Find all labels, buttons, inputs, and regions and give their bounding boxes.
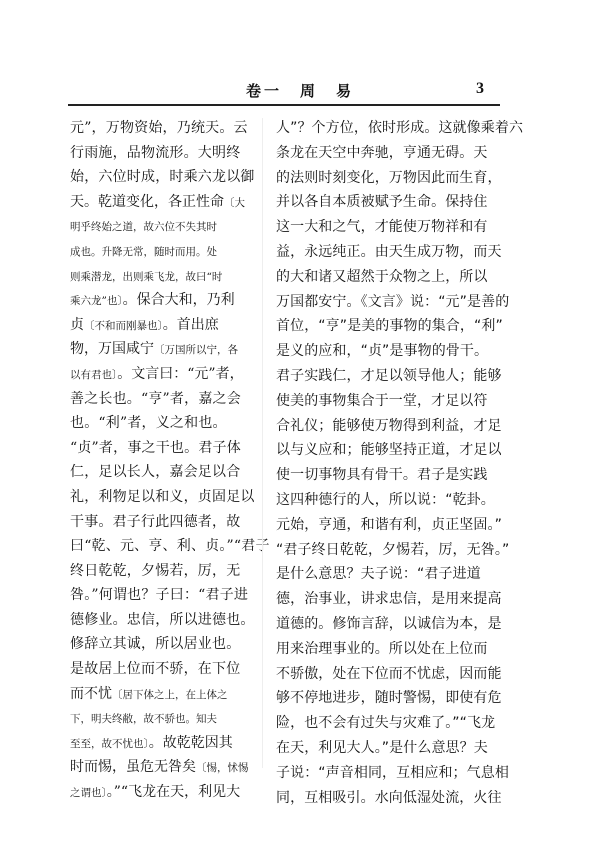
classical-text: 终日乾乾，夕惕若，厉，无	[70, 562, 241, 579]
classical-text-line	[70, 608, 255, 633]
translation-line: 万国都安宁。《文言》说：“元”是善的	[276, 293, 510, 310]
classical-text-line	[70, 632, 255, 657]
commentary-note: 〔居下体之上，在上体之	[112, 688, 228, 701]
classical-text-line	[70, 780, 255, 805]
running-header	[0, 0, 600, 110]
translation-line: 以与义应和；能够坚持正道，才足以	[276, 442, 502, 459]
classical-text-line	[70, 165, 255, 190]
translation-line: 益，永远纯正。由天生成万物，而天	[276, 243, 502, 260]
classical-text: 修辞立其诚，所以居业也。	[70, 636, 241, 653]
translation-line: 使一切事物具有骨干。君子是实践	[276, 467, 488, 484]
classical-text-line	[70, 657, 255, 682]
translation-line: 是什么意思？夫子说：“君子进道	[276, 566, 481, 583]
classical-text: “贞”者，事之干也。君子体	[70, 439, 241, 456]
classical-text-line	[70, 337, 255, 362]
classical-text-line	[70, 214, 255, 239]
classical-text: 物，万国咸宁	[70, 341, 154, 358]
translation-line: 这四种德行的人，所以说：“乾卦。	[276, 491, 495, 508]
classical-text-line	[70, 583, 255, 608]
translation-column	[276, 116, 524, 806]
commentary-note: 〔大	[224, 196, 245, 209]
classical-text: 。首出庶	[162, 316, 219, 333]
classical-text: 天。乾道变化，各正性命	[70, 193, 224, 210]
classical-text: 而不忧	[70, 685, 112, 702]
translation-line: 合礼仪；能够使万物得到利益，才足	[276, 417, 502, 434]
running-title: 卷一 周 易	[245, 82, 354, 100]
classical-text: 行雨施，品物流形。大明终	[70, 144, 241, 161]
translation-line: 德，治事业，讲求忠信，是用来提高	[276, 591, 502, 608]
translation-line: 道德的。修饰言辞，以诚信为本，是	[276, 615, 502, 632]
commentary-note: 以有君也〕	[70, 368, 118, 381]
classical-text-line	[70, 460, 255, 485]
classical-text-line	[70, 682, 255, 707]
translation-line: 条龙在天空中奔驰，亨通无碍。天	[276, 144, 488, 161]
classical-text-line	[70, 190, 255, 215]
commentary-note: 之谓也〕	[70, 787, 107, 800]
classical-text: 。文言曰：“元”者，	[117, 365, 244, 382]
classical-text-line	[70, 731, 255, 756]
commentary-note: 〔万国所以宁，各	[154, 344, 238, 357]
translation-line: 并以各自本质被赋予生命。保持住	[276, 194, 488, 211]
classical-text-line	[70, 141, 255, 166]
classical-text: 是故居上位而不骄，在下位	[70, 661, 241, 678]
commentary-note: 至至，故不忧也〕	[70, 737, 149, 750]
classical-text-line	[70, 485, 255, 510]
translation-line: 险，也不会有过失与灾难了。”“飞龙	[276, 715, 496, 732]
translation-line: 是义的应和，“贞”是事物的骨干。	[276, 343, 489, 360]
translation-line: 不骄傲，处在下位而不忧虑，因而能	[276, 665, 502, 682]
translation-line: 元始，亨通，和谐有利，贞正坚固。”	[276, 516, 502, 533]
classical-text: 。保合大和，乃利	[122, 292, 235, 309]
classical-text: 始，六位时成，时乘六龙以御	[70, 169, 255, 186]
page-number: 3	[476, 80, 484, 97]
translation-line: 人”？个方位，依时形成。这就像乘着六	[276, 120, 524, 136]
classical-text: 贞	[70, 316, 84, 333]
commentary-note: 〔不和而刚暴也〕	[84, 319, 163, 332]
classical-text-line	[70, 313, 255, 338]
translation-line: 用来治理事业的。所以处在上位而	[276, 640, 488, 657]
classical-text: 。”“飞龙在天，利见大	[106, 784, 241, 801]
commentary-note: 下，明夫终敝，故不骄也。知夫	[70, 713, 217, 726]
classical-text-line	[70, 288, 255, 313]
translation-line: 使美的事物集合于一堂，才足以符	[276, 392, 488, 409]
classical-text-line	[70, 264, 255, 289]
classical-text-line	[70, 116, 255, 141]
translation-line: “君子终日乾乾，夕惕若，厉，无咎。”	[276, 541, 510, 558]
translation-line: 子说：“声音相同，互相应和；气息相	[276, 764, 509, 781]
classical-text: 也。“利”者，义之和也。	[70, 415, 227, 432]
classical-text: 干事。君子行此四德者，故	[70, 513, 241, 530]
translation-line: 这一大和之气，才能使万物祥和有	[276, 219, 488, 236]
commentary-note: 成也。升降无常，随时而用。处	[70, 245, 217, 258]
classical-text-line	[70, 510, 255, 535]
classical-text: 曰“乾、元、亨、利、贞。”“君子	[70, 538, 270, 555]
classical-text-line	[70, 239, 255, 264]
header-rule	[68, 104, 500, 106]
classical-text: 元”，万物资始，乃统天。云	[70, 120, 248, 136]
classical-text-line	[70, 362, 255, 387]
classical-text-line	[70, 706, 255, 731]
classical-text-line	[70, 411, 255, 436]
translation-line: 的大和诸又超然于众物之上，所以	[276, 268, 488, 285]
translation-line: 够不停地进步，随时警惕，即使有危	[276, 690, 502, 707]
commentary-note: 明乎终始之道，故六位不失其时	[70, 221, 217, 234]
classical-text: 。故乾乾因其	[148, 734, 233, 751]
classical-text-line	[70, 559, 255, 584]
classical-text-column	[70, 116, 270, 801]
classical-text-line	[70, 387, 255, 412]
classical-text: 仁，足以长人，嘉会足以合	[70, 464, 241, 481]
translation-line: 君子实践仁，才足以领导他人；能够	[276, 367, 502, 384]
commentary-note: 乘六龙”也〕	[70, 295, 123, 308]
commentary-note: 〔惕，怵惕	[196, 762, 249, 775]
classical-text-line	[70, 534, 270, 559]
translation-line: 同，互相吸引。水向低湿处流，火往	[276, 789, 502, 806]
classical-text-line	[70, 755, 255, 780]
classical-text-line	[70, 436, 255, 461]
classical-text: 礼，利物足以和义，贞固足以	[70, 488, 255, 505]
commentary-note: 则乘潜龙，出则乘飞龙，故曰“时	[70, 270, 223, 283]
translation-line: 首位，“亨”是美的事物的集合，“利”	[276, 318, 503, 335]
translation-line: 在天，利见大人。”是什么意思？夫	[276, 739, 488, 756]
column-gutter	[262, 118, 263, 768]
translation-line: 的法则时刻变化，万物因此而生育，	[276, 169, 502, 186]
classical-text: 时而惕，虽危无咎矣	[70, 759, 196, 776]
classical-text: 善之长也。“亨”者，嘉之会	[70, 390, 241, 407]
classical-text: 德修业。忠信，所以进德也。	[70, 611, 255, 628]
classical-text: 咎。”何谓也？子曰：“君子进	[70, 587, 249, 604]
